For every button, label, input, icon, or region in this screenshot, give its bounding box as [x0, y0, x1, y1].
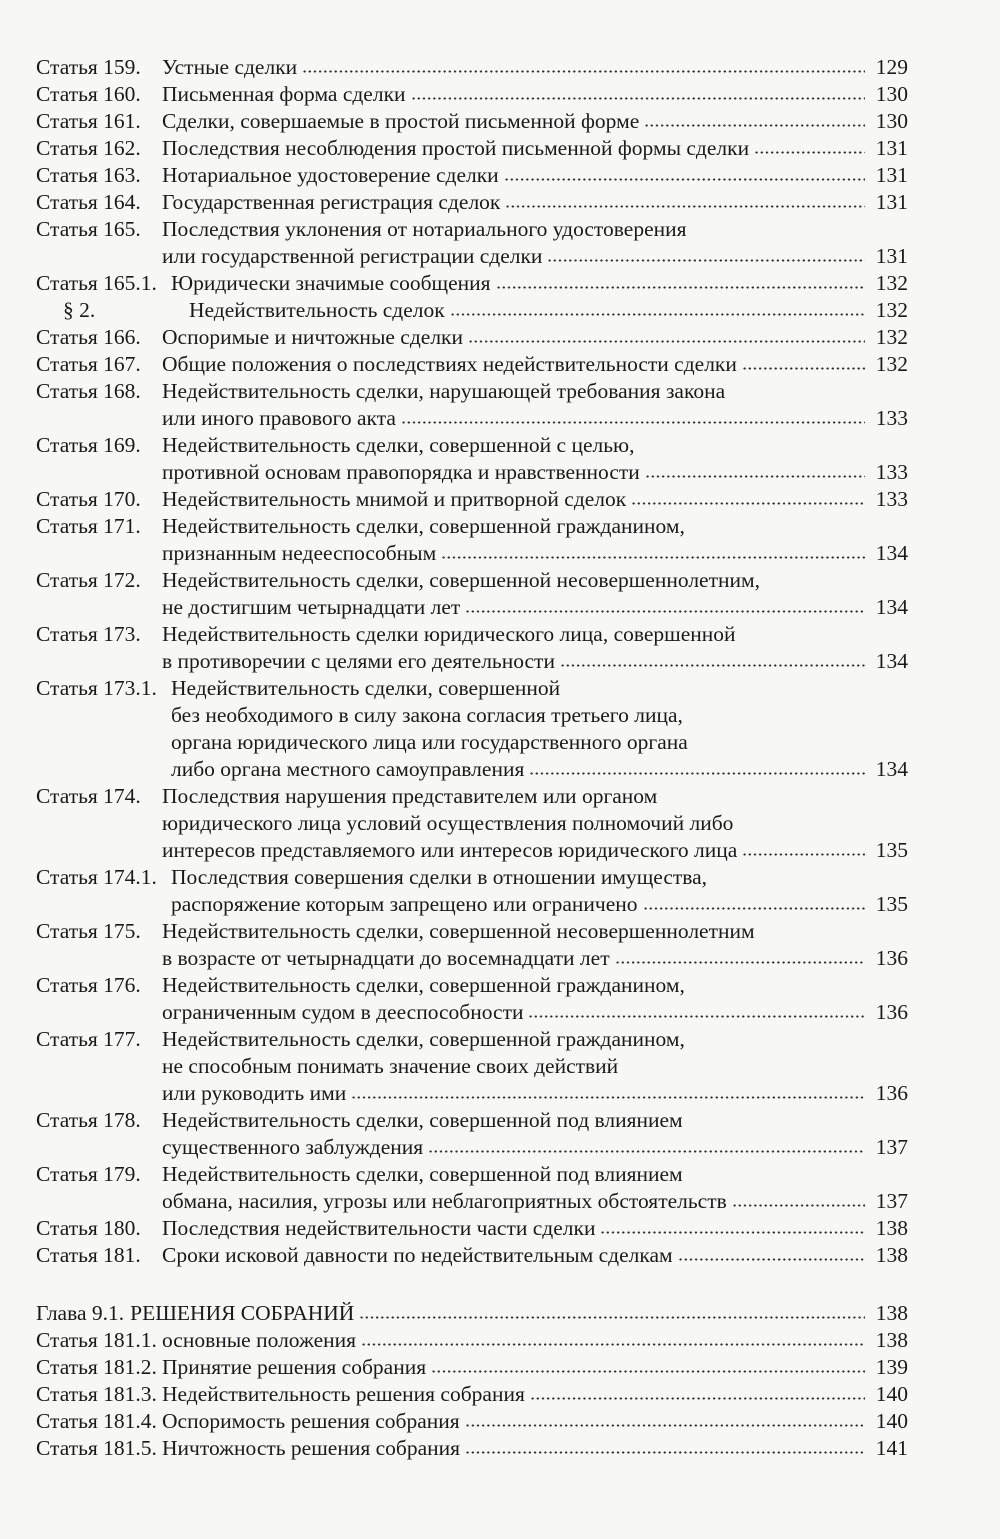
toc-entry-label: Статья 180. [36, 1216, 141, 1240]
toc-entry [36, 54, 908, 81]
toc-entry-title: Недействительность сделок [189, 298, 445, 322]
toc-entry [36, 1354, 908, 1381]
toc-entry-label: Статья 167. [36, 352, 141, 376]
toc-entry-title: в возрасте от четырнадцати до восемнадцати лет [162, 946, 610, 970]
toc-entry [36, 1408, 908, 1435]
toc-entry-title: не способным понимать значение своих действий [162, 1054, 619, 1078]
toc-entry-line [36, 621, 908, 648]
dot-leader [351, 1095, 865, 1100]
toc-entry-line [36, 1354, 908, 1381]
page-number: 131 [875, 136, 908, 160]
toc-entry-line [36, 675, 908, 702]
toc-entry-title: Последствия нарушения представителем или органом [162, 784, 658, 808]
toc-entry-label: § 2. [63, 298, 96, 322]
toc-entry-title: Недействительность сделки, совершенной под влиянием [162, 1162, 683, 1186]
toc-entry-line [36, 864, 908, 891]
toc-entry-title: или иного правового акта [162, 406, 396, 430]
toc-entry [36, 1381, 908, 1408]
toc-entry-line [36, 540, 908, 567]
toc-entry [36, 108, 908, 135]
dot-leader [496, 285, 865, 290]
toc-entry-title: основные положения [162, 1328, 357, 1352]
page-number: 140 [875, 1382, 908, 1406]
page-number: 132 [875, 298, 908, 322]
toc-entry-label: Статья 169. [36, 433, 141, 457]
toc-entry [36, 216, 908, 270]
dot-leader [742, 366, 865, 371]
toc-entry-line [36, 270, 908, 297]
toc-entry [36, 918, 908, 972]
toc-entry-line [36, 54, 908, 81]
toc-entry-label: Статья 171. [36, 514, 141, 538]
toc-entry-line [36, 108, 908, 135]
toc-entry-title: Недействительность сделки юридического лица, совершенной [162, 622, 736, 646]
toc-entry [36, 189, 908, 216]
toc-entry-title: Недействительность сделки, совершенной несовершеннолетним, [162, 568, 760, 592]
toc-entry-line [36, 1107, 908, 1134]
page-number: 130 [875, 82, 908, 106]
toc-chapter [36, 1300, 908, 1327]
page-number: 134 [875, 595, 908, 619]
toc-entry-title: без необходимого в силу закона согласия третьего лица, [171, 703, 683, 727]
toc-entry-line [36, 1134, 908, 1161]
toc-entry-line [36, 1026, 908, 1053]
toc-entry-line [36, 216, 908, 243]
toc-entry [36, 1026, 908, 1107]
toc-entry-label: Статья 179. [36, 1162, 141, 1186]
toc-entry-title: Ничтожность решения собрания [162, 1436, 461, 1460]
toc-entry-line [36, 405, 908, 432]
toc-entry-line [36, 324, 908, 351]
toc-entry-title: ограниченным судом в дееспособности [162, 1000, 524, 1024]
page-number: 135 [875, 838, 908, 862]
toc-entry-label: Статья 173.1. [36, 676, 157, 700]
page-number: 134 [875, 649, 908, 673]
toc-entry-title: обмана, насилия, угрозы или неблагоприятных обстоятельств [162, 1189, 727, 1213]
toc-entry-line [36, 432, 908, 459]
toc-entry-line [36, 567, 908, 594]
toc-entry-line [36, 189, 908, 216]
toc-entry-label: Глава 9.1. [36, 1301, 125, 1325]
dot-leader [529, 771, 865, 776]
toc-entry [36, 783, 908, 864]
toc-entry-line [36, 1300, 908, 1327]
page-number: 138 [875, 1243, 908, 1267]
dot-leader [732, 1203, 865, 1208]
toc-entry-title: Недействительность сделки, нарушающей требования закона [162, 379, 726, 403]
toc-entry-line [36, 486, 908, 513]
toc-entry-line [36, 702, 908, 729]
toc-entry-title: Недействительность сделки, совершенной [171, 676, 561, 700]
dot-leader [431, 1369, 865, 1374]
toc-entry [36, 621, 908, 675]
toc-entry-label: Статья 178. [36, 1108, 141, 1132]
toc-entry-label: Статья 165. [36, 217, 141, 241]
toc-entry-label: Статья 162. [36, 136, 141, 160]
toc-entry-line [36, 918, 908, 945]
toc-entry-title: интересов представляемого или интересов юридического лица [162, 838, 738, 862]
toc-entry-title: или государственной регистрации сделки [162, 244, 543, 268]
page-number: 136 [875, 1000, 908, 1024]
toc-entry-title: Устные сделки [162, 55, 298, 79]
toc-entry-label: Статья 163. [36, 163, 141, 187]
dot-leader [468, 339, 865, 344]
toc-entry-title: противной основам правопорядка и нравственности [162, 460, 640, 484]
toc-entry-label: Статья 172. [36, 568, 141, 592]
toc-entry-line [36, 1408, 908, 1435]
toc-entry-line [36, 243, 908, 270]
toc-entry-label: Статья 161. [36, 109, 141, 133]
toc-entry-title: РЕШЕНИЯ СОБРАНИЙ [130, 1301, 355, 1325]
toc-entry [36, 351, 908, 378]
dot-leader [401, 420, 865, 425]
toc-entry-label: Статья 173. [36, 622, 141, 646]
toc-entry-line [36, 1327, 908, 1354]
toc-entry-title: Последствия совершения сделки в отношении имущества, [171, 865, 708, 889]
toc-entry-title: Недействительность сделки, совершенной гражданином, [162, 1027, 685, 1051]
toc-entry-line [36, 1080, 908, 1107]
dot-leader [530, 1396, 865, 1401]
toc-entry-label: Статья 164. [36, 190, 141, 214]
toc-entry [36, 1327, 908, 1354]
toc-entry-line [36, 945, 908, 972]
toc-entry-title: Оспоримые и ничтожные сделки [162, 325, 464, 349]
toc-entry-line [36, 81, 908, 108]
toc-entry [36, 378, 908, 432]
toc-entry [36, 135, 908, 162]
toc-entry-title: Юридически значимые сообщения [171, 271, 491, 295]
toc-entry-title: либо органа местного самоуправления [171, 757, 525, 781]
page-number: 131 [875, 244, 908, 268]
toc-entry-line [36, 1161, 908, 1188]
toc-entry-line [36, 378, 908, 405]
page-number: 138 [875, 1216, 908, 1240]
page-number: 132 [875, 325, 908, 349]
toc-entry-label: Статья 181.4. [36, 1409, 157, 1433]
toc-entry-line [36, 891, 908, 918]
page-number: 134 [875, 541, 908, 565]
toc-entry [36, 432, 908, 486]
toc-entry-line [36, 162, 908, 189]
toc-entry-label: Статья 181.2. [36, 1355, 157, 1379]
toc-entry-title: органа юридического лица или государственного органа [171, 730, 688, 754]
dot-leader [505, 204, 865, 209]
dot-leader [361, 1342, 865, 1347]
toc-entry-title: Недействительность мнимой и притворной сделок [162, 487, 627, 511]
toc-entry [36, 1215, 908, 1242]
page-number: 138 [875, 1328, 908, 1352]
table-of-contents [36, 54, 908, 1462]
toc-entry-line [36, 837, 908, 864]
toc-entry-title: не достигшим четырнадцати лет [162, 595, 461, 619]
toc-entry-title: в противоречии с целями его деятельности [162, 649, 555, 673]
dot-leader [450, 312, 865, 317]
page-number: 134 [875, 757, 908, 781]
toc-entry-title: или руководить ими [162, 1081, 347, 1105]
toc-entry-line [36, 594, 908, 621]
page-number: 133 [875, 406, 908, 430]
toc-entry-title: Оспоримость решения собрания [162, 1409, 460, 1433]
toc-entry-title: Последствия уклонения от нотариального удостоверения [162, 217, 687, 241]
dot-leader [678, 1257, 865, 1262]
dot-leader [600, 1230, 865, 1235]
page-number: 137 [875, 1135, 908, 1159]
toc-entry-line [36, 1053, 908, 1080]
toc-entry [36, 162, 908, 189]
toc-entry-line [36, 756, 908, 783]
toc-entry-title: Недействительность сделки, совершенной несовершеннолетним [162, 919, 755, 943]
toc-entry-title: Письменная форма сделки [162, 82, 406, 106]
toc-entry-line [36, 459, 908, 486]
toc-entry-title: Государственная регистрация сделок [162, 190, 501, 214]
toc-entry-label: Статья 159. [36, 55, 141, 79]
toc-entry-line [36, 297, 908, 324]
toc-entry-label: Статья 175. [36, 919, 141, 943]
toc-entry-title: юридического лица условий осуществления полномочий либо [162, 811, 734, 835]
dot-leader [631, 501, 865, 506]
toc-entry [36, 1242, 908, 1269]
toc-entry-title: Недействительность сделки, совершенной гражданином, [162, 973, 685, 997]
toc-entry-title: Общие положения о последствиях недействительности сделки [162, 352, 737, 376]
dot-leader [528, 1014, 865, 1019]
page-number: 135 [875, 892, 908, 916]
toc-entry-label: Статья 181.3. [36, 1382, 157, 1406]
page-number: 137 [875, 1189, 908, 1213]
toc-entry-line [36, 648, 908, 675]
dot-leader [302, 69, 865, 74]
dot-leader [643, 906, 865, 911]
page-number: 129 [875, 55, 908, 79]
toc-entry-label: Статья 165.1. [36, 271, 157, 295]
toc-entry [36, 81, 908, 108]
toc-entry-label: Статья 181.5. [36, 1436, 157, 1460]
dot-leader [754, 150, 865, 155]
page-number: 131 [875, 163, 908, 187]
toc-entry-label: Статья 170. [36, 487, 141, 511]
toc-entry-title: Последствия несоблюдения простой письменной формы сделки [162, 136, 750, 160]
dot-leader [504, 177, 865, 182]
toc-entry-line [36, 135, 908, 162]
dot-leader [411, 96, 865, 101]
toc-entry-title: Принятие решения собрания [162, 1355, 427, 1379]
toc-entry-line [36, 972, 908, 999]
dot-leader [560, 663, 865, 668]
toc-entry-title: существенного заблуждения [162, 1135, 424, 1159]
page-number: 132 [875, 271, 908, 295]
toc-entry-label: Статья 160. [36, 82, 141, 106]
toc-entry-line [36, 999, 908, 1026]
toc-entry-line [36, 351, 908, 378]
toc-entry-line [36, 729, 908, 756]
dot-leader [465, 609, 865, 614]
toc-entry [36, 972, 908, 1026]
page-number: 133 [875, 487, 908, 511]
toc-entry-label: Статья 181. [36, 1243, 141, 1267]
toc-entry-title: Последствия недействительности части сделки [162, 1216, 596, 1240]
page-number: 140 [875, 1409, 908, 1433]
toc-entry-line [36, 1435, 908, 1462]
toc-entry-label: Статья 181.1. [36, 1328, 157, 1352]
toc-entry-title: признанным недееспособным [162, 541, 437, 565]
dot-leader [547, 258, 865, 263]
toc-entry-line [36, 1381, 908, 1408]
dot-leader [645, 474, 865, 479]
toc-entry-line [36, 1188, 908, 1215]
toc-entry-line [36, 1242, 908, 1269]
page-number: 132 [875, 352, 908, 376]
toc-entry [36, 1435, 908, 1462]
dot-leader [644, 123, 865, 128]
toc-entry-title: Сделки, совершаемые в простой письменной форме [162, 109, 640, 133]
toc-entry [36, 675, 908, 783]
toc-entry [36, 864, 908, 918]
toc-entry-title: Недействительность сделки, совершенной гражданином, [162, 514, 685, 538]
toc-entry-label: Статья 174.1. [36, 865, 157, 889]
page-number: 131 [875, 190, 908, 214]
dot-leader [615, 960, 865, 965]
toc-entry-line [36, 810, 908, 837]
toc-entry-title: Недействительность сделки, совершенной под влиянием [162, 1108, 683, 1132]
page-number: 138 [875, 1301, 908, 1325]
toc-entry [36, 270, 908, 297]
toc-entry-line [36, 513, 908, 540]
toc-entry-label: Статья 177. [36, 1027, 141, 1051]
toc-entry [36, 513, 908, 567]
toc-entry-line [36, 783, 908, 810]
toc-entry-label: Статья 174. [36, 784, 141, 808]
toc-entry [36, 1107, 908, 1161]
toc-entry-label: Статья 168. [36, 379, 141, 403]
toc-entry-line [36, 1215, 908, 1242]
dot-leader [359, 1315, 865, 1320]
toc-entry [36, 567, 908, 621]
toc-entry [36, 1161, 908, 1215]
toc-entry [36, 324, 908, 351]
page-number: 139 [875, 1355, 908, 1379]
dot-leader [441, 555, 865, 560]
toc-entry [36, 486, 908, 513]
toc-entry-title: Нотариальное удостоверение сделки [162, 163, 499, 187]
toc-entry-label: Статья 166. [36, 325, 141, 349]
toc-entry-title: Сроки исковой давности по недействительным сделкам [162, 1243, 673, 1267]
toc-entry-title: Недействительность решения собрания [162, 1382, 525, 1406]
toc-section [36, 297, 908, 324]
page-number: 141 [875, 1436, 908, 1460]
toc-entry-label: Статья 176. [36, 973, 141, 997]
page-number: 136 [875, 946, 908, 970]
dot-leader [465, 1423, 865, 1428]
dot-leader [742, 852, 865, 857]
dot-leader [465, 1450, 865, 1455]
page-number: 130 [875, 109, 908, 133]
toc-entry-title: распоряжение которым запрещено или ограничено [171, 892, 638, 916]
toc-entry-title: Недействительность сделки, совершенной с целью, [162, 433, 635, 457]
dot-leader [428, 1149, 865, 1154]
page-number: 133 [875, 460, 908, 484]
page-number: 136 [875, 1081, 908, 1105]
